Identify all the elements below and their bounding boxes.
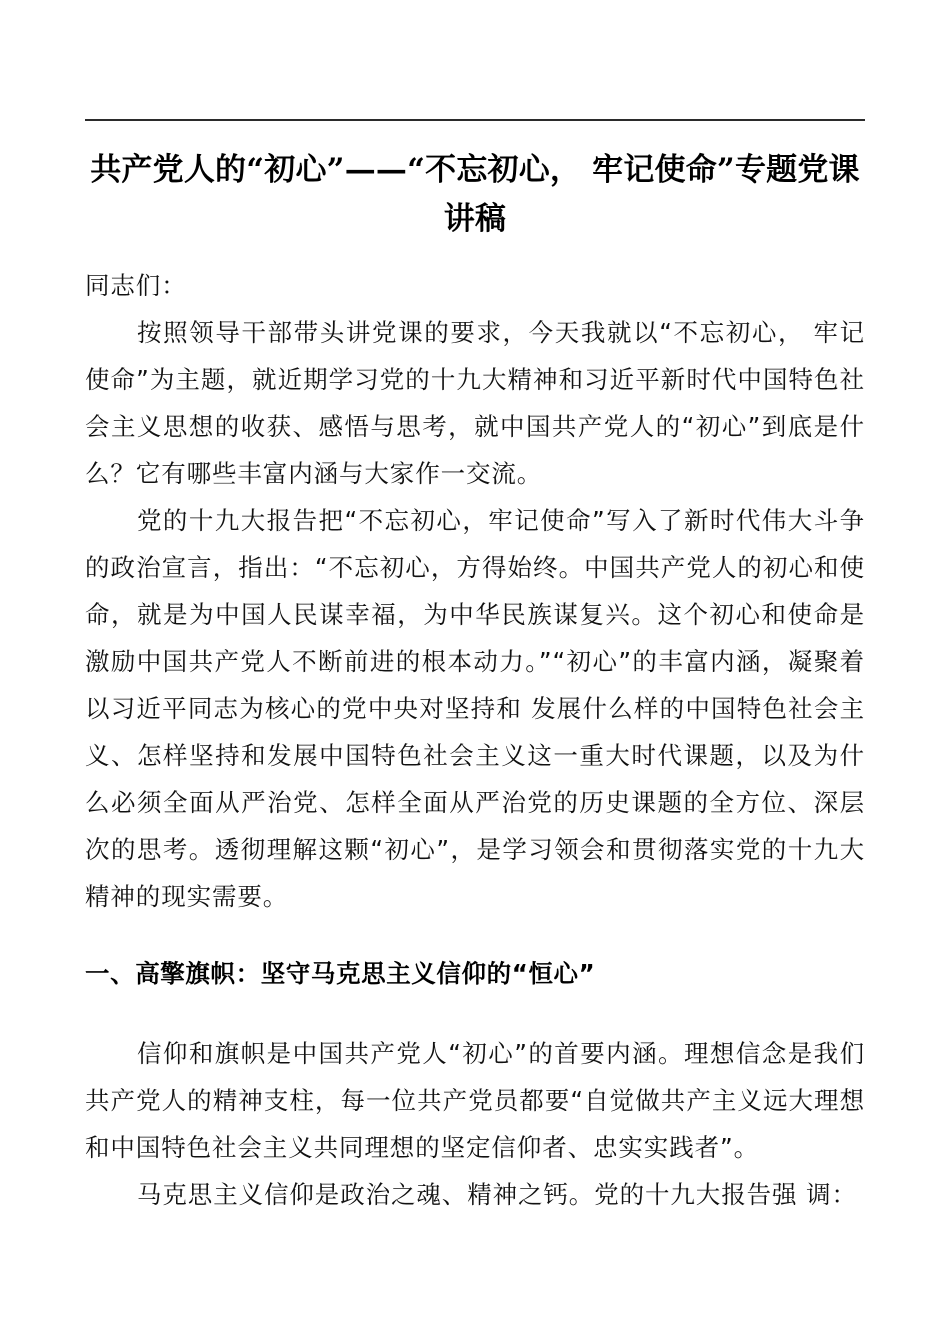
heading-bottom-spacer [85, 994, 865, 1030]
salutation-line: 同志们： [85, 271, 187, 300]
section-paragraph-1: 信仰和旗帜是中国共产党人“初心”的首要内涵。理想信念是我们共产党人的精神支柱，每一位共产党员都要“自觉做共产主义远大理想和中国特色社会主义共同理想的坚定信仰者、忠实实践者”。 [85, 1039, 865, 1162]
header-divider-rule [85, 119, 865, 121]
body-paragraph-2: 党的十九大报告把“不忘初心，牢记使命”写入了新时代伟大斗争的政治宣言，指出：“不忘初心，方得始终。中国共产党人的初心和使命，就是为中国人民谋幸福，为中华民族谋复兴。这个初心和使命是激励中国共产党人不断前进的根本动力。”“初心”的丰富内涵，凝聚着以习近平同志为核心的党中央对坚持和 发展什么样的中国特色社会主义、怎样坚持和发展中国特色社会主义这一重大时代课题，以及为什么必须全面从严治党、怎样全面从严治党的历史课题的全方位、深层次的思考。透彻理解这颗“初心”，是学习领会和贯彻落实党的十九大精神的现实需要。 [85, 506, 865, 911]
section-paragraph-2: 马克思主义信仰是政治之魂、精神之钙。党的十九大报告强 调： [137, 1180, 857, 1209]
page-title: 共产党人的“初心”——“不忘初心， 牢记使命”专题党课讲稿 [90, 152, 860, 237]
body-paragraph-1: 按照领导干部带头讲党课的要求，今天我就以“不忘初心， 牢记使命”为主题，就近期学习党的十九大精神和习近平新时代中国特色社会主义思想的收获、感悟与思考，就中国共产党人的“初心”到底是什么？它有哪些丰富内涵与大家作一交流。 [85, 318, 865, 488]
section-heading-1: 一、高擎旗帜：坚守马克思主义信仰的“恒心” [85, 959, 596, 988]
heading-top-spacer [85, 920, 865, 954]
document-body [85, 262, 865, 1218]
